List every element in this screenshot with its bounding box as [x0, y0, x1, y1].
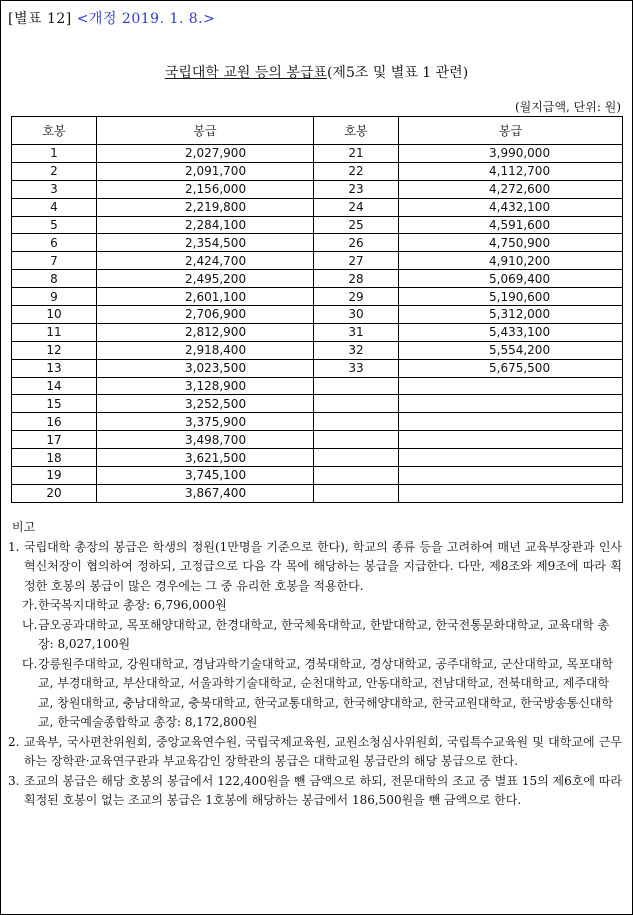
step-cell: [314, 467, 399, 485]
pay-value: 2,424,700: [185, 253, 247, 268]
table-row: [12, 145, 623, 163]
step-cell: 31: [314, 323, 399, 341]
note-number: 3.: [8, 773, 20, 788]
pay-cell: [399, 162, 623, 180]
pay-cell: [97, 216, 314, 234]
table-row: [12, 162, 623, 180]
table-header-row: [12, 117, 623, 145]
pay-cell: [399, 359, 623, 377]
table-row: [12, 198, 623, 216]
pay-value: 5,069,400: [489, 271, 551, 286]
pay-cell: [399, 449, 623, 467]
step-cell: 14: [12, 377, 97, 395]
pay-cell: [399, 413, 623, 431]
note-number: 2.: [8, 734, 20, 749]
pay-value: 5,190,600: [489, 289, 551, 304]
step-cell: 19: [12, 467, 97, 485]
step-cell: 13: [12, 359, 97, 377]
table-row: [12, 484, 623, 502]
pay-cell: [399, 484, 623, 502]
pay-value: 2,354,500: [185, 235, 247, 250]
pay-cell: [399, 216, 623, 234]
pay-value: 5,675,500: [489, 361, 551, 376]
pay-cell: [97, 467, 314, 485]
pay-cell: [399, 288, 623, 306]
pay-cell: [97, 162, 314, 180]
step-cell: 25: [314, 216, 399, 234]
step-cell: 2: [12, 162, 97, 180]
pay-value: 2,601,100: [185, 289, 247, 304]
step-cell: 24: [314, 198, 399, 216]
note-text: 조교의 봉급은 해당 호봉의 봉급에서 122,400원을 뺀 금액으로 하되, 전문대학의 조교 중 별표 15의 제6호에 따라 획정된 호봉이 없는 조교의 봉급은 1호봉에 해당하는 봉급에서 186,500원을 뺀 금액으로 한다.: [24, 773, 622, 807]
table-row: [12, 270, 623, 288]
pay-cell: [97, 252, 314, 270]
table-body: [12, 145, 623, 503]
pay-value: 3,867,400: [185, 486, 247, 501]
step-cell: [314, 431, 399, 449]
pay-cell: [97, 234, 314, 252]
note-number: 1.: [8, 539, 20, 554]
pay-value: 4,432,100: [489, 200, 551, 215]
step-cell: 21: [314, 145, 399, 163]
pay-cell: [399, 234, 623, 252]
step-cell: 17: [12, 431, 97, 449]
table-row: [12, 288, 623, 306]
pay-value: 3,375,900: [185, 414, 247, 429]
step-cell: [314, 377, 399, 395]
pay-cell: [399, 270, 623, 288]
pay-value: 3,128,900: [185, 379, 247, 394]
table-row: [12, 216, 623, 234]
step-cell: 27: [314, 252, 399, 270]
pay-value: 4,750,900: [489, 235, 551, 250]
step-cell: 23: [314, 180, 399, 198]
table-row: [12, 323, 623, 341]
step-cell: 18: [12, 449, 97, 467]
pay-value: 3,023,500: [185, 361, 247, 376]
pay-value: 2,918,400: [185, 343, 247, 358]
header-step-2: 호봉: [314, 117, 399, 145]
notes-list: [8, 538, 622, 811]
step-cell: 26: [314, 234, 399, 252]
table-row: [12, 234, 623, 252]
pay-cell: [97, 288, 314, 306]
step-cell: [314, 449, 399, 467]
pay-value: 5,554,200: [489, 343, 551, 358]
step-cell: 20: [12, 484, 97, 502]
appendix-label: [별표 12]: [8, 11, 72, 27]
pay-value: 2,284,100: [185, 218, 247, 232]
table-row: [12, 449, 623, 467]
pay-cell: [97, 270, 314, 288]
pay-cell: [97, 449, 314, 467]
salary-table: [11, 116, 623, 503]
pay-value: 3,498,700: [185, 432, 247, 447]
step-cell: 10: [12, 306, 97, 324]
pay-value: 3,745,100: [185, 468, 247, 483]
subitem-text: 금오공과대학교, 목포해양대학교, 한경대학교, 한국체육대학교, 한밭대학교, 한국전통문화대학교, 교육대학 총장: 8,027,100원: [38, 617, 610, 651]
note-subitem: [8, 616, 622, 655]
pay-value: 4,112,700: [489, 164, 551, 179]
pay-value: 2,812,900: [185, 325, 247, 340]
subitem-text: 강릉원주대학교, 강원대학교, 경남과학기술대학교, 경북대학교, 경상대학교, 공주대학교, 군산대학교, 목포대학교, 부경대학교, 부산대학교, 서울과학기술대학교, 순천대학교, 안동대학교, 전남대학교, 전북대학교, 제주대학교, 창원대학교, 충남대학교, 충북대학교, 한국교통대학교, 한국해양대학교, 한국교원대학교, 한국방송통신대학교, 한국예술종합학교 총장: 8,172,800원: [38, 656, 614, 729]
pay-cell: [399, 341, 623, 359]
step-cell: 33: [314, 359, 399, 377]
step-cell: [314, 413, 399, 431]
subitem-text: 한국복지대학교 총장: 6,796,000원: [38, 598, 227, 612]
table-row: [12, 413, 623, 431]
pay-cell: [399, 323, 623, 341]
title-suffix: (제5조 및 별표 1 관련): [326, 65, 469, 81]
header-pay-2: 봉급: [399, 117, 623, 145]
step-cell: 1: [12, 145, 97, 163]
pay-cell: [399, 467, 623, 485]
step-cell: [314, 484, 399, 502]
appendix-header: [8, 8, 215, 28]
subitem-label: 나.: [22, 617, 38, 632]
pay-cell: [399, 377, 623, 395]
pay-value: 3,990,000: [489, 146, 551, 161]
step-cell: 3: [12, 180, 97, 198]
unit-note: (월지급액, 단위: 원): [515, 100, 621, 114]
amendment-date: <개정 2019. 1. 8.>: [76, 11, 216, 27]
table-row: [12, 395, 623, 413]
notes-section: [8, 518, 622, 811]
pay-cell: [399, 306, 623, 324]
pay-cell: [97, 395, 314, 413]
subitem-label: 가.: [22, 598, 38, 612]
pay-cell: [97, 484, 314, 502]
pay-value: 4,272,600: [489, 182, 551, 197]
table-row: [12, 377, 623, 395]
table-row: [12, 180, 623, 198]
step-cell: 28: [314, 270, 399, 288]
header-pay-1: 봉급: [97, 117, 314, 145]
pay-cell: [399, 145, 623, 163]
pay-cell: [97, 145, 314, 163]
step-cell: 5: [12, 216, 97, 234]
step-cell: 16: [12, 413, 97, 431]
step-cell: 32: [314, 341, 399, 359]
table-row: [12, 341, 623, 359]
pay-value: 4,910,200: [489, 253, 551, 268]
pay-value: 2,027,900: [185, 146, 247, 161]
pay-cell: [399, 395, 623, 413]
pay-value: 4,591,600: [489, 218, 551, 232]
pay-cell: [97, 413, 314, 431]
pay-value: 2,495,200: [185, 271, 247, 286]
pay-value: 2,706,900: [185, 307, 247, 322]
note-item: [8, 733, 622, 772]
step-cell: [314, 395, 399, 413]
note-subitem: [8, 655, 622, 733]
step-cell: 9: [12, 288, 97, 306]
step-cell: 7: [12, 252, 97, 270]
note-item: [8, 538, 622, 597]
pay-cell: [399, 198, 623, 216]
pay-value: 2,091,700: [185, 164, 247, 179]
pay-cell: [97, 431, 314, 449]
pay-cell: [399, 431, 623, 449]
note-text: 국립대학 총장의 봉급은 학생의 정원(1만명을 기준으로 한다), 학교의 종류 등을 고려하여 매년 교육부장관과 인사혁신처장이 협의하여 정하되, 고정급으로 다음 각 목에 해당하는 봉급을 지급한다. 다만, 제8조와 제9조에 따라 획정한 호봉의 봉급이 많은 경우에는 그 중 유리한 호봉을 적용한다.: [24, 539, 622, 593]
note-subitem: [8, 596, 622, 616]
step-cell: 4: [12, 198, 97, 216]
note-item: [8, 772, 622, 811]
pay-cell: [97, 377, 314, 395]
pay-cell: [97, 180, 314, 198]
pay-value: 5,312,000: [489, 307, 551, 322]
step-cell: 15: [12, 395, 97, 413]
table-row: [12, 306, 623, 324]
step-cell: 22: [314, 162, 399, 180]
step-cell: 30: [314, 306, 399, 324]
document-title: [0, 62, 633, 82]
note-text: 교육부, 국사편찬위원회, 중앙교육연수원, 국립국제교육원, 교원소청심사위원회, 국립특수교육원 및 대학교에 근무하는 장학관·교육연구관과 부교육감인 장학관의 봉급은 대학교원 봉급란의 해당 봉급으로 한다.: [24, 734, 622, 768]
pay-cell: [399, 180, 623, 198]
pay-cell: [97, 306, 314, 324]
step-cell: 6: [12, 234, 97, 252]
subitem-label: 다.: [22, 656, 38, 671]
header-step-1: 호봉: [12, 117, 97, 145]
title-main: 국립대학 교원 등의 봉급표: [164, 65, 327, 81]
step-cell: 12: [12, 341, 97, 359]
step-cell: 29: [314, 288, 399, 306]
pay-cell: [97, 323, 314, 341]
table-row: [12, 467, 623, 485]
pay-cell: [97, 341, 314, 359]
pay-cell: [97, 359, 314, 377]
pay-cell: [97, 198, 314, 216]
step-cell: 8: [12, 270, 97, 288]
pay-value: 5,433,100: [489, 325, 551, 340]
pay-value: 3,252,500: [185, 396, 247, 411]
pay-value: 2,156,000: [185, 182, 247, 197]
pay-cell: [399, 252, 623, 270]
table-row: [12, 431, 623, 449]
table-row: [12, 252, 623, 270]
pay-value: 3,621,500: [185, 450, 247, 465]
notes-heading: 비고: [12, 520, 36, 534]
pay-value: 2,219,800: [185, 200, 247, 215]
table-row: [12, 359, 623, 377]
step-cell: 11: [12, 323, 97, 341]
